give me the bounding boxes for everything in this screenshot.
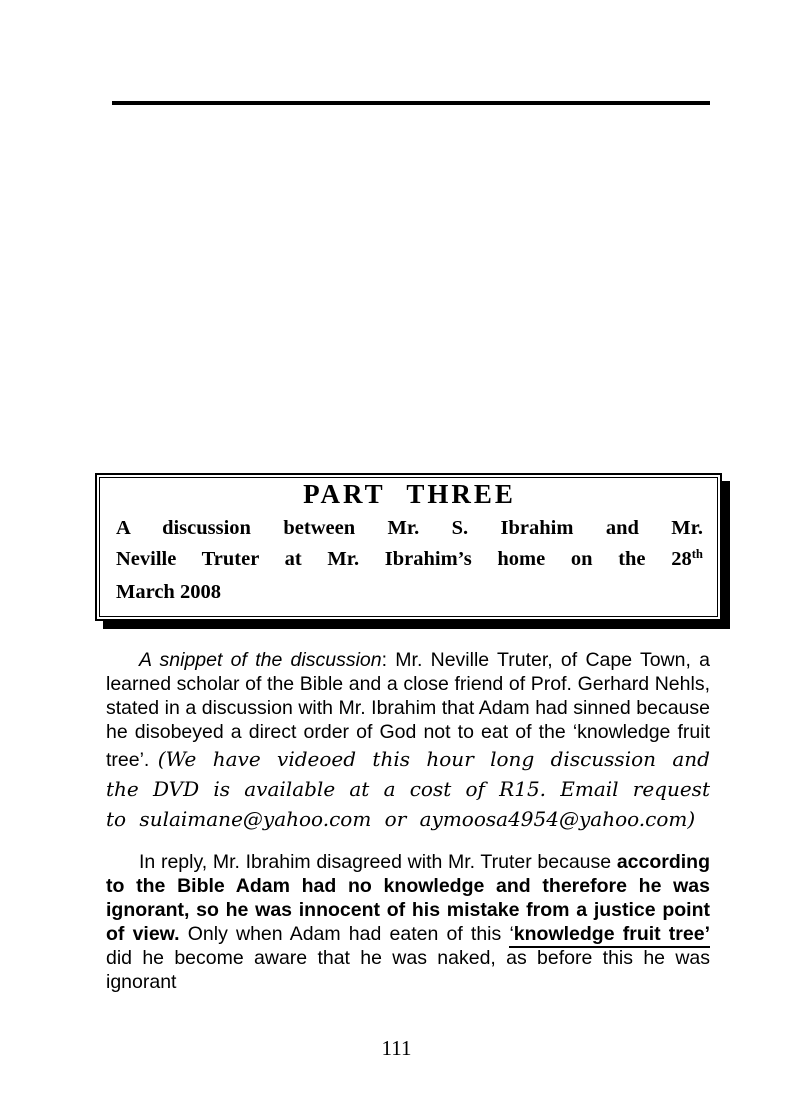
part-subtitle-line-1: A discussion between Mr. S. Ibrahim and Mr. xyxy=(116,517,703,539)
part-subtitle-line-2 xyxy=(116,544,703,577)
part-subtitle xyxy=(116,513,703,608)
paragraph-reply xyxy=(106,850,710,994)
knowledge-fruit-tree-underlined-phrase xyxy=(509,923,710,948)
body-text-column xyxy=(106,648,710,994)
superscript-th: th xyxy=(691,547,703,562)
knowledge-fruit-tree-bold-text: knowledge fruit tree’ xyxy=(513,923,711,945)
paragraph-snippet xyxy=(106,648,710,834)
page-number: 111 xyxy=(381,1036,412,1060)
dvd-availability-script-note: (We have videoed this hour long discussion and the DVD is available at a cost of R15. Email request to sulaimane@yahoo.com or aymoosa4954@yahoo.com) xyxy=(106,747,710,831)
part-title-box-inner xyxy=(99,477,718,617)
snippet-lead-italic: A snippet of the discussion xyxy=(139,649,382,671)
part-subtitle-line-3: March 2008 xyxy=(116,581,221,603)
reply-intro-text: In reply, Mr. Ibrahim disagreed with Mr. Truter because xyxy=(139,851,617,873)
open-quote: ‘ xyxy=(509,923,514,945)
reply-closing-text: did he become aware that he was naked, as before this he was ignorant xyxy=(106,947,710,993)
part-title-box xyxy=(95,473,722,621)
part-title: PART THREE xyxy=(303,479,516,509)
reply-bold-statement: according to the Bible Adam had no knowledge and therefore he was ignorant, so he was innocent of his mistake from a justice point of view. xyxy=(106,851,710,945)
top-rule-divider xyxy=(112,101,710,105)
reply-middle-text: Only when Adam had eaten of this xyxy=(179,923,510,945)
snippet-body-text: : Mr. Neville Truter, of Cape Town, a learned scholar of the Bible and a close friend of Prof. Gerhard Nehls, stated in a discussion with Mr. Ibrahim that Adam had sinned because he disobeyed a direct order of God not to eat of the ‘knowledge fruit tree’. xyxy=(106,649,711,771)
part-subtitle-line-2-text: Neville Truter at Mr. Ibrahim’s home on the 28 xyxy=(116,548,692,570)
